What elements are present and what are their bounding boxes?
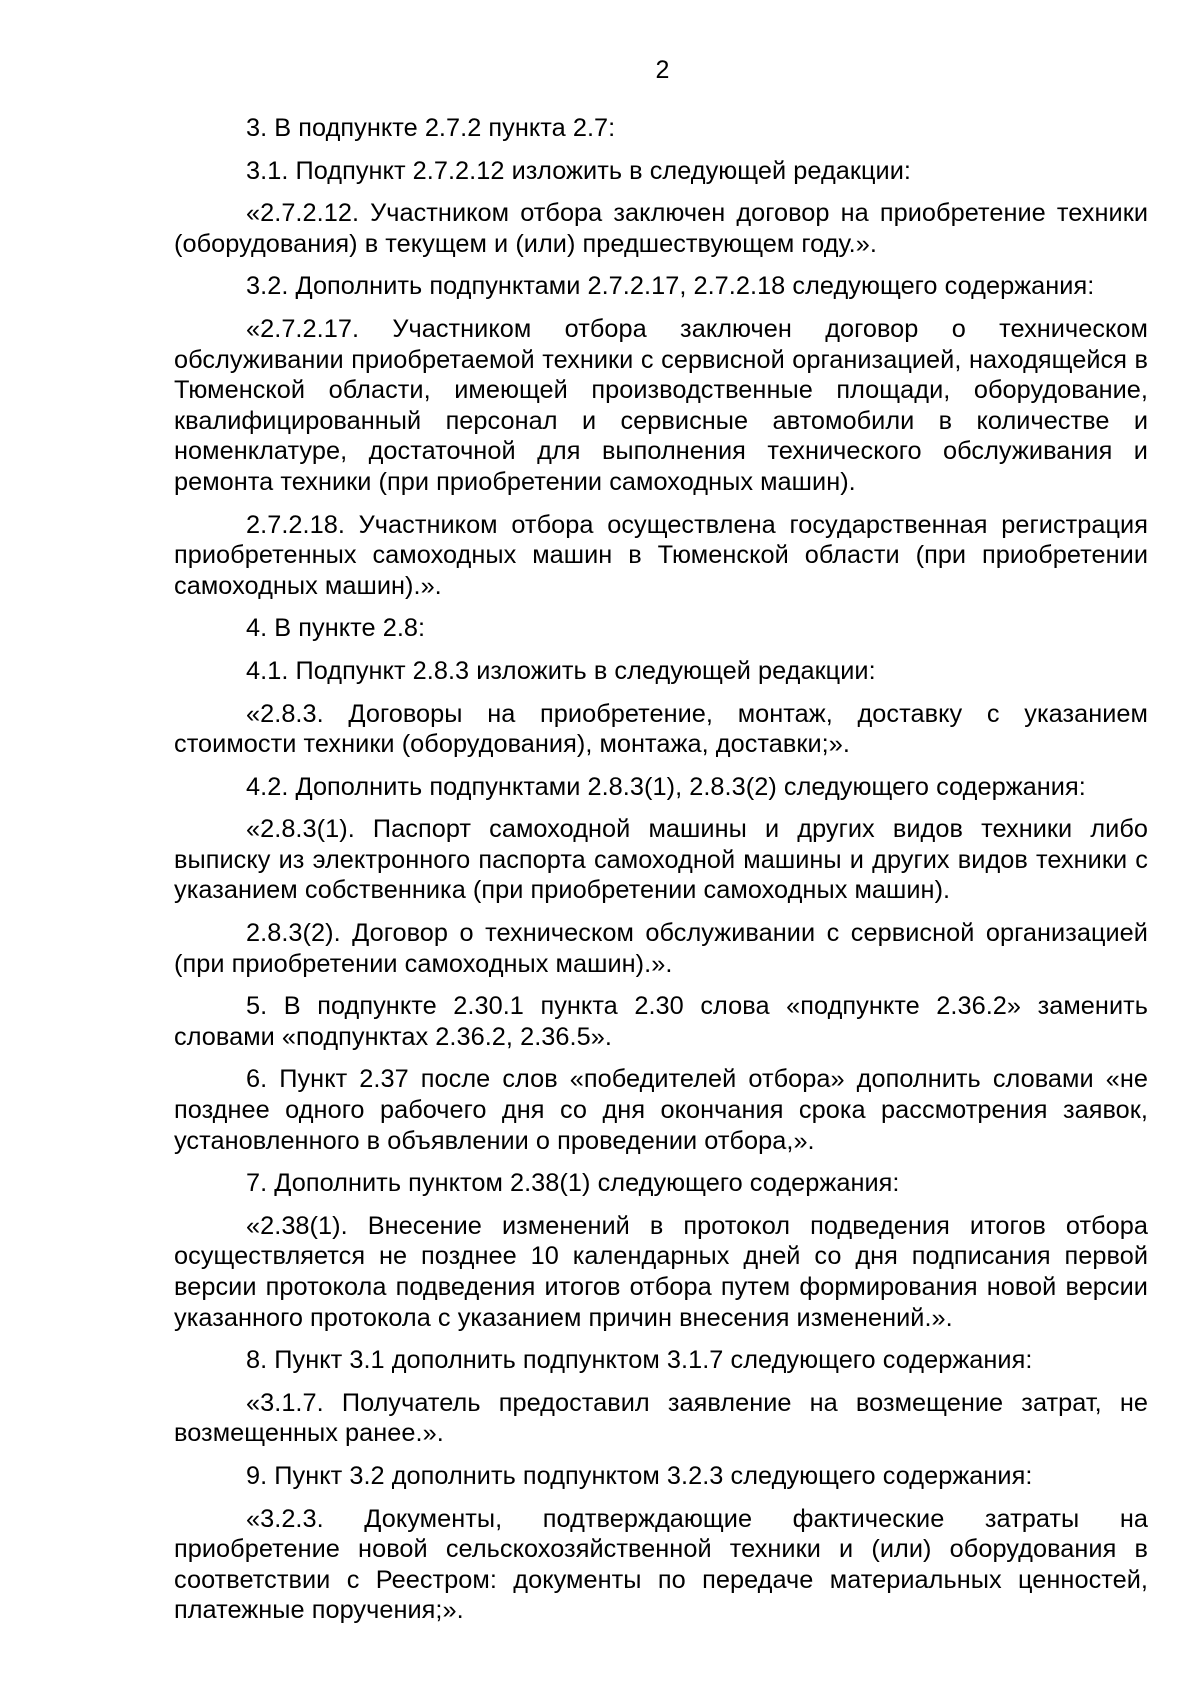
paragraph-2-7-2-17: «2.7.2.17. Участником отбора заключен договор о техническом обслуживании приобретаемой техники с сервисной организацией, находящейся в Тюменской области, имеющей производственные площади, оборудование, квалифицированный персонал и сервисные автомобили в количестве и номенклатуре, достаточной для выполнения технического обслуживания и ремонта техники (при приобретении самоходных машин).	[174, 314, 1148, 496]
paragraph-8: 8. Пункт 3.1 дополнить подпунктом 3.1.7 следующего содержания:	[246, 1346, 1033, 1375]
paragraph-7: 7. Дополнить пунктом 2.38(1) следующего содержания:	[246, 1169, 900, 1198]
paragraph-2-38-1: «2.38(1). Внесение изменений в протокол подведения итогов отбора осуществляется не позднее 10 календарных дней со дня подписания первой версии протокола подведения итогов отбора путем формирования новой версии указанного протокола с указанием причин внесения изменений.».	[174, 1211, 1148, 1332]
paragraph-2-8-3: «2.8.3. Договоры на приобретение, монтаж, доставку с указанием стоимости техники (оборудования), монтажа, доставки;».	[174, 699, 1148, 759]
paragraph-3-2-3: «3.2.3. Документы, подтверждающие фактические затраты на приобретение новой сельскохозяйственной техники и (или) оборудования в соответствии с Реестром: документы по передаче материальных ценностей, платежные поручения;».	[174, 1504, 1148, 1625]
paragraph-2-7-2-12: «2.7.2.12. Участником отбора заключен договор на приобретение техники (оборудования) в текущем и (или) предшествующем году.».	[174, 199, 1148, 258]
paragraph-4-1: 4.1. Подпункт 2.8.3 изложить в следующей редакции:	[246, 656, 876, 685]
paragraph-4: 4. В пункте 2.8:	[246, 614, 426, 643]
paragraph-2-8-3-1: «2.8.3(1). Паспорт самоходной машины и других видов техники либо выписку из электронного паспорта самоходной машины и других видов техники с указанием собственника (при приобретении самоходных машин).	[174, 815, 1148, 905]
paragraph-5: 5. В подпункте 2.30.1 пункта 2.30 слова «подпункте 2.36.2» заменить словами «подпунктах 2.36.2, 2.36.5».	[174, 992, 1148, 1051]
paragraph-2-8-3-2: 2.8.3(2). Договор о техническом обслуживании с сервисной организацией (при приобретении самоходных машин).».	[174, 919, 1148, 978]
document-body	[174, 113, 1148, 1638]
paragraph-3-1-7: «3.1.7. Получатель предоставил заявление на возмещение затрат, не возмещенных ранее.».	[174, 1388, 1148, 1448]
paragraph-2-7-2-18: 2.7.2.18. Участником отбора осуществлена государственная регистрация приобретенных самоходных машин в Тюменской области (при приобретении самоходных машин).».	[174, 510, 1148, 600]
paragraph-3-1: 3.1. Подпункт 2.7.2.12 изложить в следующей редакции:	[246, 156, 911, 185]
page-number: 2	[655, 56, 670, 84]
paragraph-9: 9. Пункт 3.2 дополнить подпунктом 3.2.3 следующего содержания:	[246, 1461, 1033, 1490]
paragraph-4-2: 4.2. Дополнить подпунктами 2.8.3(1), 2.8.3(2) следующего содержания:	[246, 772, 1086, 801]
paragraph-3: 3. В подпункте 2.7.2 пункта 2.7:	[246, 114, 616, 142]
paragraph-3-2: 3.2. Дополнить подпунктами 2.7.2.17, 2.7.2.18 следующего содержания:	[246, 272, 1095, 301]
paragraph-6: 6. Пункт 2.37 после слов «победителей отбора» дополнить словами «не позднее одного рабочего дня со дня окончания срока рассмотрения заявок, установленного в объявлении о проведении отбора,».	[174, 1065, 1148, 1155]
